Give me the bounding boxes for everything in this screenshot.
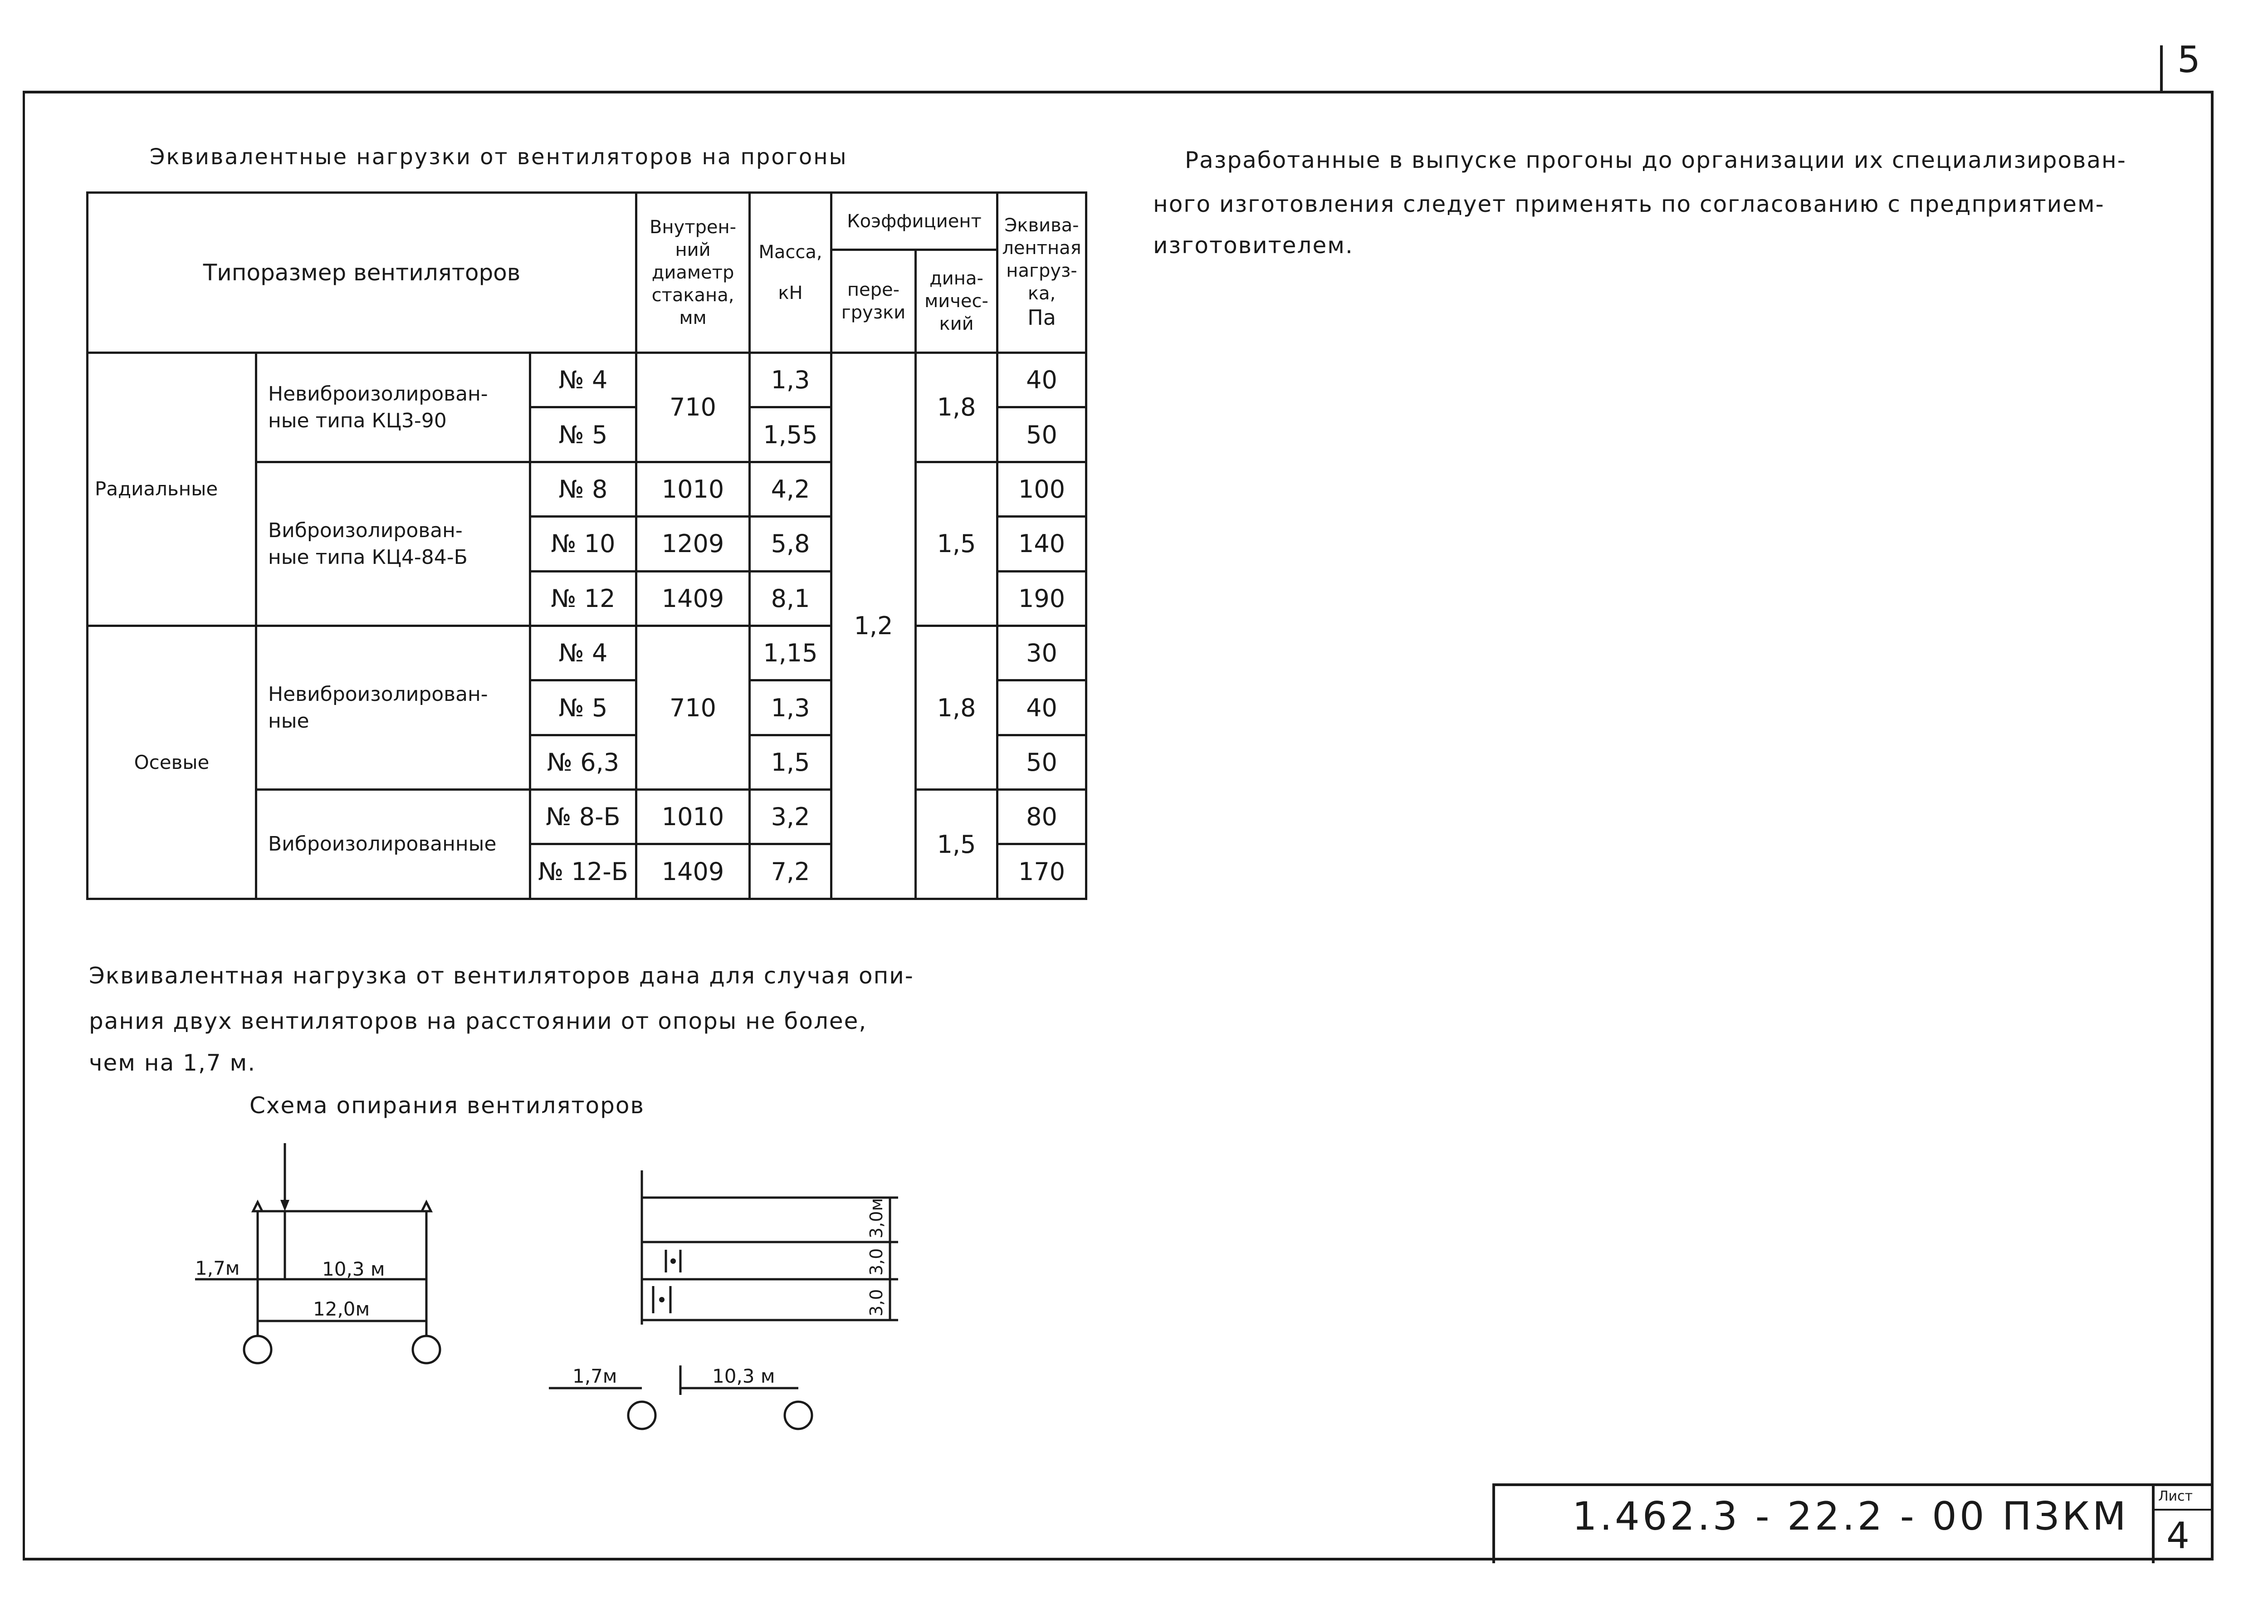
row-3-load: 100 (997, 462, 1086, 516)
row-9-diam: 1010 (636, 790, 750, 844)
diam-axial-nonvib: 710 (636, 626, 750, 789)
diam-radial-nonvib: 710 (636, 353, 750, 462)
row-8-mass: 1,5 (750, 735, 831, 789)
row-5-diam: 1409 (636, 571, 750, 626)
dim-right-3: 3,0 (866, 1289, 886, 1316)
row-5-no: № 12 (530, 571, 636, 626)
subgroup-axial-nonvib: Невиброизолирован- ные (256, 626, 530, 789)
row-6-no: № 4 (530, 626, 636, 680)
row-8-no: № 6,3 (530, 735, 636, 789)
row-4-mass: 5,8 (750, 517, 831, 571)
support-diagram-right (544, 1170, 916, 1443)
dyn-radial-vib: 1,5 (916, 462, 997, 626)
row-4-diam: 1209 (636, 517, 750, 571)
dyn-axial-vib: 1,5 (916, 790, 997, 899)
row-10-diam: 1409 (636, 844, 750, 899)
header-mass: Масса, кН (750, 193, 831, 353)
header-equivalent-load: Эквива- лентная нагруз- ка, Па (997, 193, 1086, 353)
row-3-mass: 4,2 (750, 462, 831, 516)
row-3-diam: 1010 (636, 462, 750, 516)
row-4-load: 140 (997, 517, 1086, 571)
table-caption: Эквивалентные нагрузки от вентиляторов на прогоны (150, 144, 848, 170)
row-2-mass: 1,55 (750, 407, 831, 462)
subgroup-radial-vib: Виброизолирован- ные типа КЦ4-84-Б (256, 462, 530, 626)
dim-right-a: 1,7м (572, 1365, 617, 1387)
dim-left-c: 12,0м (313, 1298, 370, 1320)
row-2-load: 50 (997, 407, 1086, 462)
row-1-mass: 1,3 (750, 353, 831, 407)
note-bottom-line-3: чем на 1,7 м. (89, 1050, 256, 1076)
row-5-load: 190 (997, 571, 1086, 626)
dyn-radial-nonvib: 1,8 (916, 353, 997, 462)
header-size: Типоразмер вентиляторов (88, 193, 636, 353)
header-diameter: Внутрен- ний диаметр стакана, мм (636, 193, 750, 353)
support-diagram-left (181, 1143, 463, 1379)
row-9-load: 80 (997, 790, 1086, 844)
overload-all: 1,2 (831, 353, 916, 899)
row-4-no: № 10 (530, 517, 636, 571)
row-9-mass: 3,2 (750, 790, 831, 844)
drawing-code: 1.462.3 - 22.2 - 00 ПЗКМ (1572, 1494, 2129, 1539)
row-7-no: № 5 (530, 680, 636, 735)
sheet-separator (2155, 1509, 2214, 1511)
row-7-mass: 1,3 (750, 680, 831, 735)
equivalent-loads-table (86, 191, 1087, 900)
row-8-load: 50 (997, 735, 1086, 789)
row-6-mass: 1,15 (750, 626, 831, 680)
dim-right-1: 3,0м (866, 1198, 886, 1238)
note-right-line-3: изготовителем. (1153, 232, 1354, 259)
row-6-load: 30 (997, 626, 1086, 680)
row-2-no: № 5 (530, 407, 636, 462)
dim-left-b: 10,3 м (322, 1258, 385, 1280)
dim-right-2: 3,0 (866, 1248, 886, 1276)
row-7-load: 40 (997, 680, 1086, 735)
row-5-mass: 8,1 (750, 571, 831, 626)
sheet-label: Лист (2158, 1488, 2193, 1504)
sheet-number: 4 (2166, 1515, 2190, 1557)
row-10-load: 170 (997, 844, 1086, 899)
dyn-axial-nonvib: 1,8 (916, 626, 997, 789)
row-10-mass: 7,2 (750, 844, 831, 899)
row-3-no: № 8 (530, 462, 636, 516)
dim-right-b: 10,3 м (712, 1365, 775, 1387)
note-right-line-1: Разработанные в выпуске прогоны до организации их специализирован- (1185, 147, 2126, 173)
group-axial: Осевые (88, 626, 256, 899)
row-9-no: № 8-Б (530, 790, 636, 844)
row-1-load: 40 (997, 353, 1086, 407)
subgroup-axial-vib: Виброизолированные (256, 790, 530, 899)
header-dynamic: дина- мичес- кий (916, 250, 997, 353)
subgroup-radial-nonvib: Невиброизолирован- ные типа КЦ3-90 (256, 353, 530, 462)
row-10-no: № 12-Б (530, 844, 636, 899)
scheme-caption: Схема опирания вентиляторов (249, 1092, 645, 1119)
row-1-no: № 4 (530, 353, 636, 407)
page-number: 5 (2177, 39, 2200, 81)
dim-left-a: 1,7м (195, 1257, 240, 1279)
note-bottom-line-1: Эквивалентная нагрузка от вентиляторов дана для случая опи- (89, 963, 914, 989)
header-coefficient: Коэффициент (831, 193, 997, 250)
group-radial: Радиальные (88, 353, 256, 626)
note-right-line-2: ного изготовления следует применять по согласованию с предприятием- (1153, 191, 2105, 217)
note-bottom-line-2: рания двух вентиляторов на расстоянии от опоры не более, (89, 1008, 867, 1034)
header-overload: пере- грузки (831, 250, 916, 353)
